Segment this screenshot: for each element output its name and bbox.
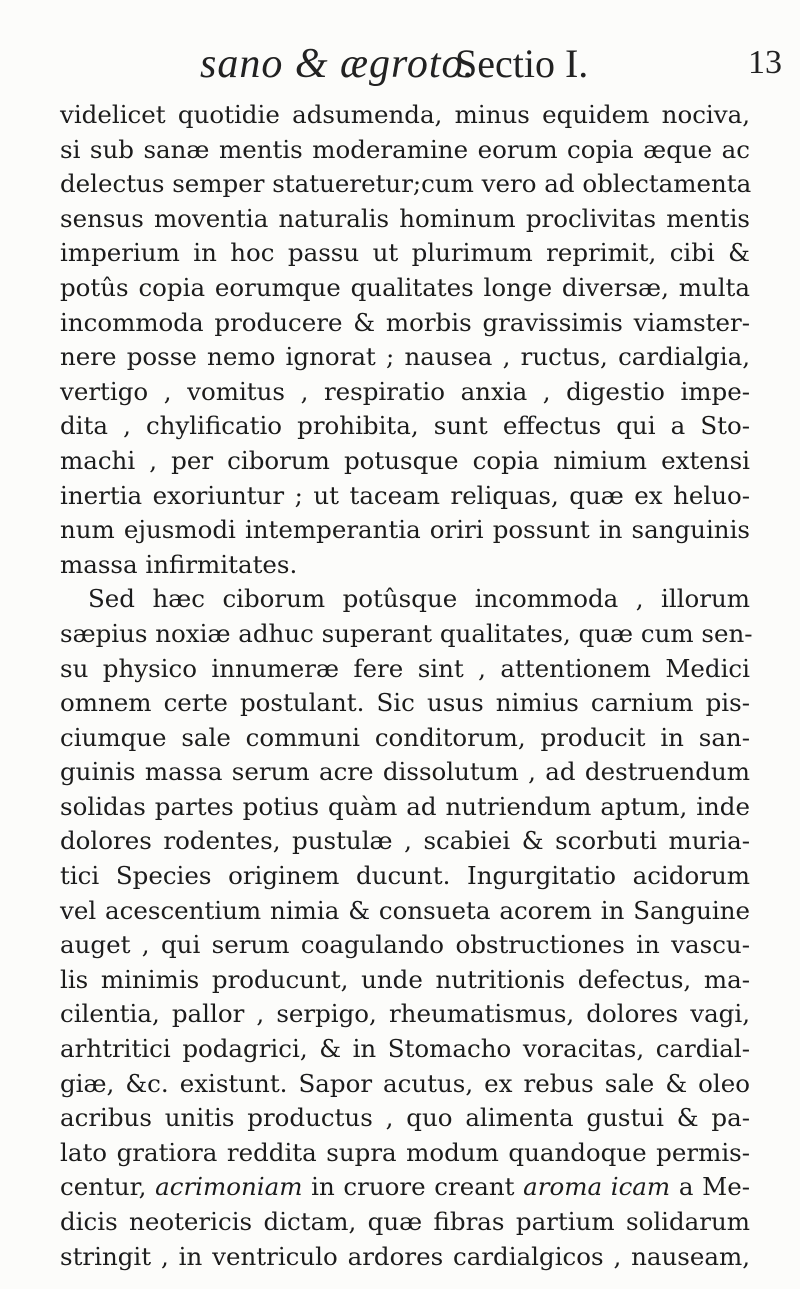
text-line: machi , per ciborum potusque copia nimium extensi — [60, 445, 750, 475]
text-line: incommoda producere & morbis gravissimis viamster- — [60, 307, 750, 337]
text-line: num ejusmodi intemperantia oriri possunt in sanguinis — [60, 515, 750, 545]
text-line: solidas partes potius quàm ad nutriendum aptum, inde — [60, 791, 750, 821]
text-line: giæ, &c. existunt. Sapor acutus, ex rebus sale & oleo — [60, 1068, 750, 1098]
text-line: vel acescentium nimia & consueta acorem in Sanguine — [60, 895, 750, 925]
text-line: arhtritici podagrici, & in Stomacho voracitas, cardial- — [60, 1034, 750, 1064]
italic-term: aroma icam — [523, 1172, 671, 1202]
text-line: massa infirmitates. — [60, 549, 298, 579]
text-line: centur, acrimoniam in cruore creant aroma icam a Me- — [60, 1172, 751, 1202]
text-line: imperium in hoc passu ut plurimum reprimit, cibi & — [60, 238, 750, 268]
running-head-section: Sectio I. — [455, 41, 589, 86]
paragraph-start-line: Sed hæc ciborum potûsque incommoda , illorum — [88, 584, 750, 614]
text-line: tici Species originem ducunt. Ingurgitatio acidorum — [60, 861, 750, 891]
text-line: delectus semper statueretur;cum vero ad oblectamenta — [60, 169, 752, 199]
text-line: dita , chylificatio prohibita, sunt effectus qui a Sto- — [60, 411, 750, 441]
text-line: omnem certe postulant. Sic usus nimius carnium pis- — [60, 688, 750, 718]
text-line: su physico innumeræ fere sint , attentionem Medici — [60, 653, 750, 683]
body-text — [60, 98, 753, 1274]
text-line: videlicet quotidie adsumenda, minus equidem nociva, — [60, 100, 750, 129]
text-line: nere posse nemo ignorat ; nausea , ructus, cardialgia, — [60, 342, 750, 372]
running-head-title: sano & ægroto. — [200, 41, 475, 87]
text-line: sæpius noxiæ adhuc superant qualitates, quæ cum sen- — [60, 618, 753, 648]
text-line: stringit , in ventriculo ardores cardialgicos , nauseam, — [60, 1241, 750, 1271]
text-line: dicis neotericis dictam, quæ fibras partium solidarum — [60, 1207, 750, 1236]
text-line: sensus moventia naturalis hominum proclivitas mentis — [60, 203, 750, 233]
text-line: ciumque sale communi conditorum, producit in san- — [60, 722, 750, 752]
text-line: lato gratiora reddita supra modum quandoque permis- — [60, 1137, 750, 1167]
text-line: lis minimis producunt, unde nutritionis defectus, ma- — [60, 964, 750, 994]
text-line: inertia exoriuntur ; ut taceam reliquas, quæ ex heluo- — [60, 480, 750, 510]
text-line: acribus unitis productus , quo alimenta gustui & pa- — [60, 1103, 750, 1133]
page-number: 13 — [748, 44, 782, 81]
text-line: vertigo , vomitus , respiratio anxia , digestio impe- — [60, 376, 750, 406]
running-head — [0, 40, 800, 100]
text-line: si sub sanæ mentis moderamine eorum copia æque ac — [60, 134, 750, 164]
text-line: dolores rodentes, pustulæ , scabiei & scorbuti muria- — [60, 826, 750, 856]
text-line: potûs copia eorumque qualitates longe diversæ, multa — [60, 272, 750, 302]
italic-term: acrimoniam — [155, 1172, 303, 1202]
text-line: auget , qui serum coagulando obstructiones in vascu- — [60, 930, 750, 960]
text-line: cilentia, pallor , serpigo, rheumatismus, dolores vagi, — [60, 999, 750, 1029]
text-line: guinis massa serum acre dissolutum , ad destruendum — [60, 757, 750, 787]
